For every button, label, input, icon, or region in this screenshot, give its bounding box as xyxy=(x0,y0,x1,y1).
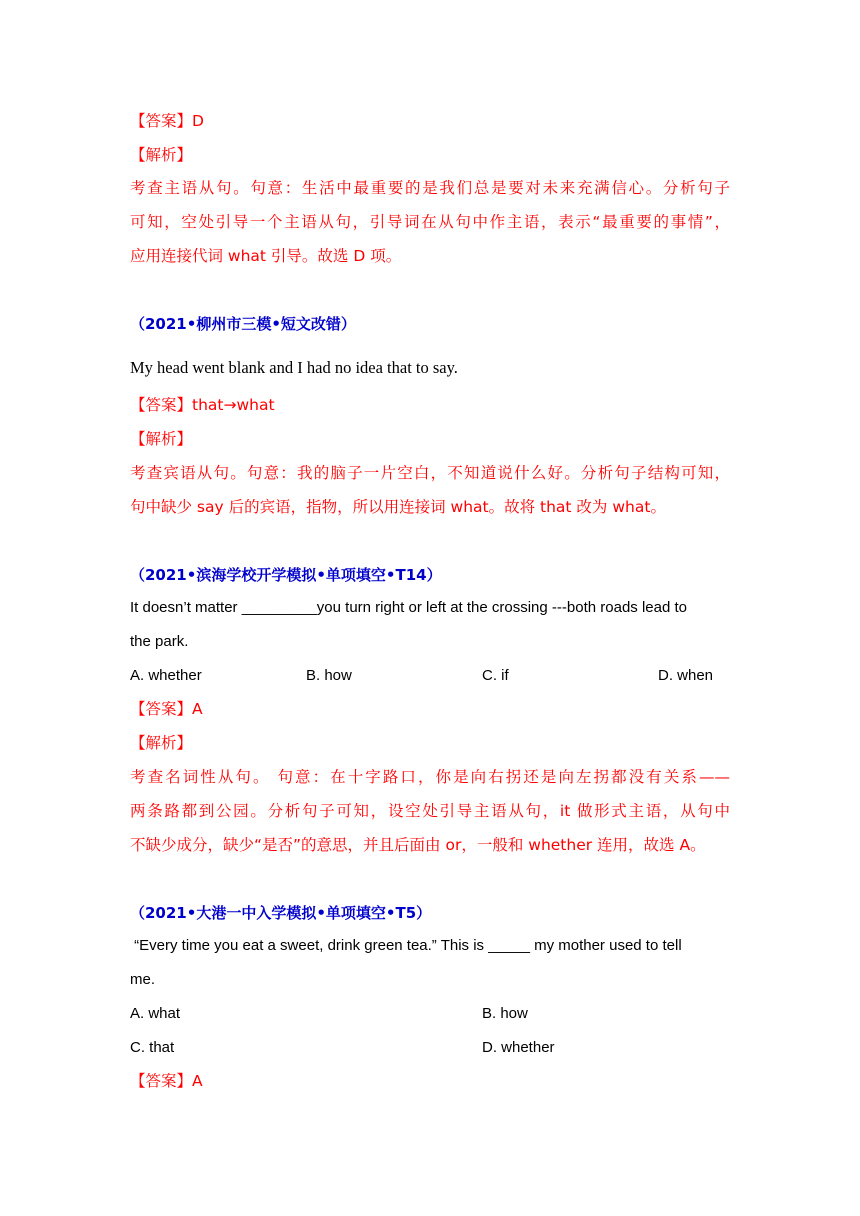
q3-source: （2021•滨海学校开学模拟•单项填空•T14） xyxy=(130,566,442,584)
q2-analysis-line-1: 考查宾语从句。句意：我的脑子一片空白，不知道说什么好。分析句子结构可知， xyxy=(130,464,730,482)
q2-analysis-label: 【解析】 xyxy=(130,430,193,448)
q3-analysis-line-2: 两条路都到公园。分析句子可知，设空处引导主语从句，it 做形式主语，从句中 xyxy=(130,802,730,820)
q1-answer: 【答案】D xyxy=(130,112,204,130)
q4-option-c: C. that xyxy=(130,1039,175,1056)
q4-option-a: A. what xyxy=(130,1005,181,1022)
q3-option-b: B. how xyxy=(306,667,352,684)
q4-stem-line-2: me. xyxy=(130,971,156,988)
q3-answer: 【答案】A xyxy=(130,700,203,718)
q3-stem-line-1: It doesn’t matter _________you turn right or left at the crossing ---both roads lead to xyxy=(130,599,687,616)
q3-option-c: C. if xyxy=(482,667,509,684)
q1-analysis-line-2: 可知，空处引导一个主语从句，引导词在从句中作主语，表示“最重要的事情”， xyxy=(130,213,730,231)
q4-source: （2021•大港一中入学模拟•单项填空•T5） xyxy=(130,904,432,922)
q2-answer: 【答案】that→what xyxy=(130,396,275,414)
q2-analysis-line-2: 句中缺少 say 后的宾语，指物，所以用连接词 what。故将 that 改为 what。 xyxy=(130,498,666,516)
q4-option-d: D. whether xyxy=(482,1039,555,1056)
q3-analysis-label: 【解析】 xyxy=(130,734,193,752)
q4-stem-line-1: “Every time you eat a sweet, drink green tea.” This is _____ my mother used to tell xyxy=(130,937,682,954)
q3-option-a: A. whether xyxy=(130,667,202,684)
q3-stem-line-2: the park. xyxy=(130,633,189,650)
q3-option-d: D. when xyxy=(658,667,714,684)
q4-answer: 【答案】A xyxy=(130,1072,203,1090)
q4-option-b: B. how xyxy=(482,1005,528,1022)
q1-analysis-line-1: 考查主语从句。句意：生活中最重要的是我们总是要对未来充满信心。分析句子 xyxy=(130,179,730,197)
q1-analysis-line-3: 应用连接代词 what 引导。故选 D 项。 xyxy=(130,247,402,265)
q3-analysis-line-1: 考查名词性从句。 句意：在十字路口，你是向右拐还是向左拐都没有关系—— xyxy=(130,768,730,786)
q2-sentence: My head went blank and I had no idea that to say. xyxy=(130,358,458,377)
q3-analysis-line-3: 不缺少成分，缺少“是否”的意思，并且后面由 or，一般和 whether 连用，故选 A。 xyxy=(130,836,706,854)
q1-analysis-label: 【解析】 xyxy=(130,146,193,164)
q2-source: （2021•柳州市三模•短文改错） xyxy=(130,315,356,333)
